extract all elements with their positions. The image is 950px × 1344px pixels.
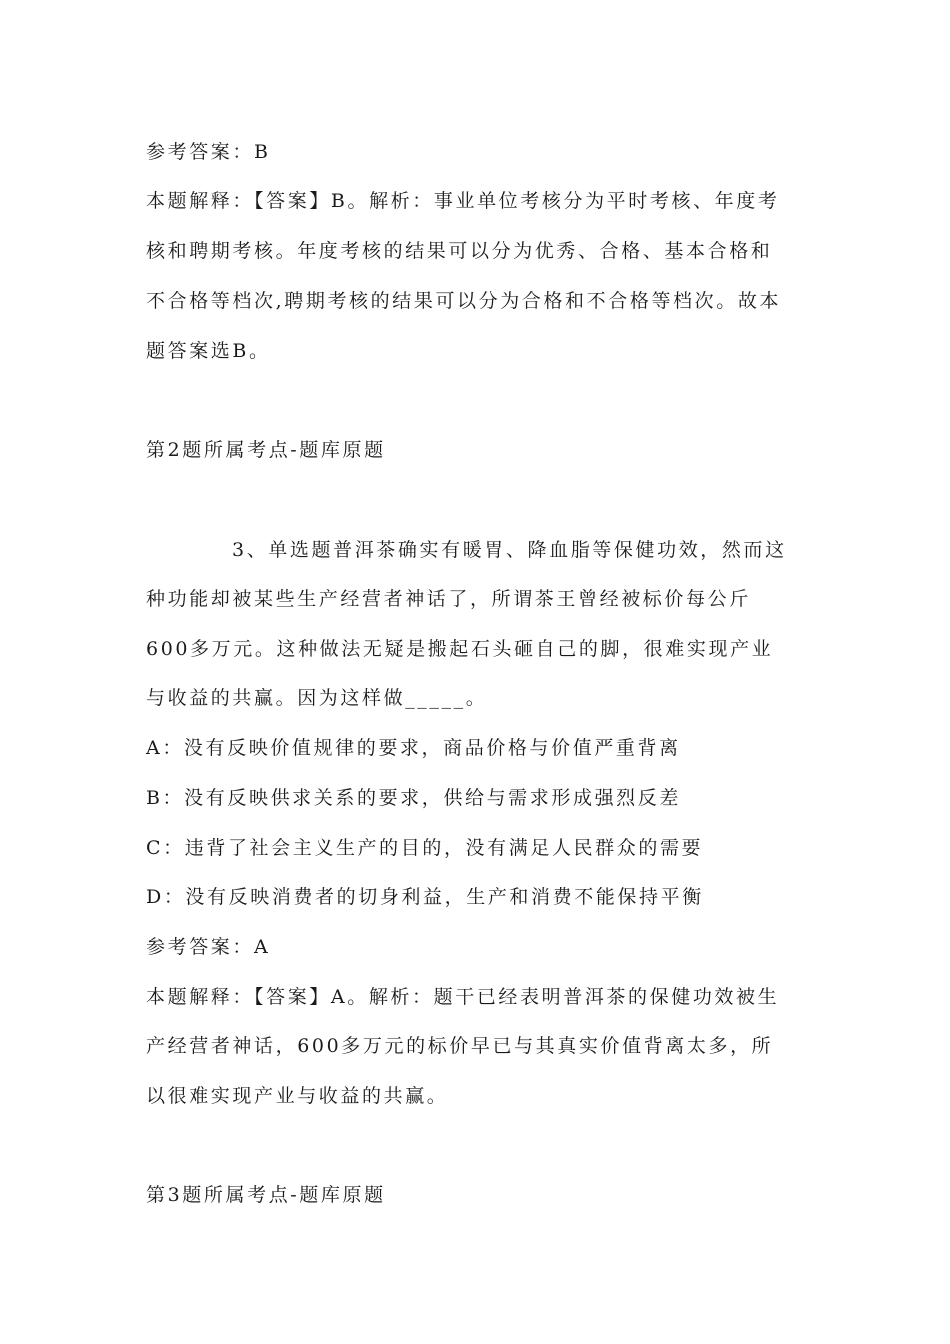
explanation-line: 题答案选B。 bbox=[146, 340, 271, 362]
question-stem-line: 3、单选题普洱茶确实有暖胃、降血脂等保健功效，然而这 bbox=[232, 539, 787, 561]
explanation-line: 核和聘期考核。年度考核的结果可以分为优秀、合格、基本合格和 bbox=[146, 240, 773, 262]
explanation-line: 不合格等档次,聘期考核的结果可以分为合格和不合格等档次。故本 bbox=[146, 290, 782, 312]
option-b: B：没有反映供求关系的要求，供给与需求形成强烈反差 bbox=[146, 787, 681, 809]
option-d: D：没有反映消费者的切身利益，生产和消费不能保持平衡 bbox=[146, 886, 704, 908]
explanation-line: 本题解释：【答案】B。解析：事业单位考核分为平时考核、年度考 bbox=[146, 190, 780, 212]
explanation-line: 本题解释：【答案】A。解析：题干已经表明普洱茶的保健功效被生 bbox=[146, 986, 780, 1008]
option-a: A：没有反映价值规律的要求，商品价格与价值严重背离 bbox=[146, 737, 681, 759]
question-stem-line: 与收益的共赢。因为这样做_____。 bbox=[146, 687, 488, 709]
answer-line: 参考答案：B bbox=[146, 141, 271, 163]
knowledge-point-heading: 第2题所属考点-题库原题 bbox=[146, 439, 386, 461]
explanation-line: 产经营者神话，600多万元的标价早已与其真实价值背离太多，所 bbox=[146, 1035, 774, 1057]
explanation-line: 以很难实现产业与收益的共赢。 bbox=[146, 1085, 449, 1107]
question-stem-line: 种功能却被某些生产经营者神话了，所谓茶王曾经被标价每公斤 bbox=[146, 588, 751, 610]
answer-line: 参考答案：A bbox=[146, 936, 271, 958]
option-c: C：违背了社会主义生产的目的，没有满足人民群众的需要 bbox=[146, 837, 704, 859]
question-stem-line: 600多万元。这种做法无疑是搬起石头砸自己的脚，很难实现产业 bbox=[146, 638, 774, 660]
knowledge-point-heading: 第3题所属考点-题库原题 bbox=[146, 1184, 386, 1206]
